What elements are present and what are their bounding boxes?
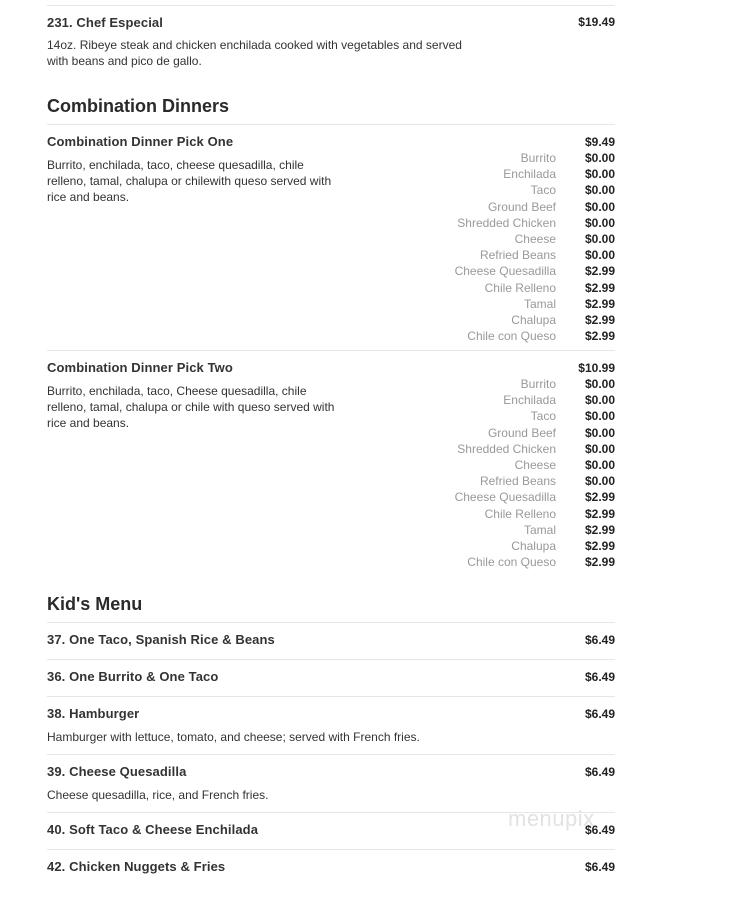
menu-item-kids-37[interactable] [47, 631, 615, 649]
option-name: Cheese [514, 458, 556, 473]
option-price: $2.99 [584, 312, 615, 327]
menu-item-chef-especial[interactable] [47, 14, 615, 69]
option-row[interactable] [315, 408, 615, 424]
divider [47, 124, 615, 125]
option-name: Ground Beef [487, 425, 556, 440]
option-row[interactable] [315, 506, 615, 522]
option-name: Chile con Queso [467, 329, 556, 344]
option-name: Taco [530, 409, 556, 424]
option-price: $0.00 [584, 425, 615, 440]
section-title-kids-menu: Kid's Menu [47, 594, 143, 614]
option-name: Burrito [520, 377, 556, 392]
option-price: $0.00 [584, 409, 615, 424]
menu-item-combination-pick-one[interactable] [47, 133, 615, 345]
option-row[interactable] [315, 280, 615, 296]
option-price: $2.99 [584, 490, 615, 505]
item-price: $6.49 [584, 765, 615, 779]
option-price: $0.00 [584, 458, 615, 473]
option-name: Refried Beans [479, 248, 556, 263]
option-price: $2.99 [584, 264, 615, 279]
option-name: Cheese Quesadilla [454, 490, 556, 505]
option-row[interactable] [315, 392, 615, 408]
option-name: Refried Beans [479, 474, 556, 489]
option-name: Taco [530, 183, 556, 198]
option-row[interactable] [315, 328, 615, 344]
option-name: Chalupa [511, 538, 556, 553]
option-name: Tamal [523, 522, 556, 537]
option-row[interactable] [315, 473, 615, 489]
item-price: $6.49 [584, 633, 615, 647]
option-price: $2.99 [584, 296, 615, 311]
menu-item-kids-36[interactable] [47, 668, 615, 686]
item-title: 38. Hamburger [47, 706, 140, 721]
menu-item-combination-pick-two[interactable] [47, 359, 615, 571]
option-name: Chile con Queso [467, 555, 556, 570]
option-price: $0.00 [584, 377, 615, 392]
option-name: Enchilada [503, 167, 556, 182]
menu-item-kids-42[interactable] [47, 858, 615, 876]
option-price: $2.99 [584, 329, 615, 344]
options-list [315, 150, 615, 344]
option-name: Shredded Chicken [457, 441, 556, 456]
item-description: Burrito, enchilada, taco, cheese quesadilla, chile relleno, tamal, chalupa or chilewith queso served with rice and beans. [47, 158, 332, 204]
section-title-combination-dinners: Combination Dinners [47, 96, 230, 116]
item-title: 39. Cheese Quesadilla [47, 764, 187, 779]
divider [47, 849, 615, 850]
watermark-logo: menupix [508, 806, 595, 831]
item-price: $6.49 [584, 670, 615, 684]
menu-item-kids-38[interactable] [47, 705, 615, 745]
option-row[interactable] [315, 199, 615, 215]
option-row[interactable] [315, 376, 615, 392]
option-price: $0.00 [584, 151, 615, 166]
option-price: $2.99 [584, 538, 615, 553]
option-row[interactable] [315, 441, 615, 457]
item-title: Combination Dinner Pick Two [47, 360, 233, 375]
item-description: Burrito, enchilada, taco, Cheese quesadilla, chile relleno, tamal, chalupa or chile with queso served with rice and beans. [47, 384, 335, 430]
option-row[interactable] [315, 296, 615, 312]
item-title: 37. One Taco, Spanish Rice & Beans [47, 632, 275, 647]
item-title: 36. One Burrito & One Taco [47, 669, 219, 684]
item-description: Hamburger with lettuce, tomato, and cheese; served with French fries. [47, 730, 420, 744]
divider [47, 659, 615, 660]
option-price: $0.00 [584, 215, 615, 230]
option-price: $0.00 [584, 232, 615, 247]
item-title: 40. Soft Taco & Cheese Enchilada [47, 822, 259, 837]
item-price: $6.49 [584, 823, 615, 837]
option-price: $0.00 [584, 441, 615, 456]
item-description: Cheese quesadilla, rice, and French fries. [47, 788, 269, 802]
option-price: $0.00 [584, 167, 615, 182]
option-name: Chile Relleno [484, 506, 556, 521]
option-name: Chile Relleno [484, 280, 556, 295]
option-row[interactable] [315, 182, 615, 198]
option-row[interactable] [315, 538, 615, 554]
option-name: Cheese [514, 232, 556, 247]
option-price: $0.00 [584, 248, 615, 263]
divider [47, 5, 615, 6]
option-name: Enchilada [503, 393, 556, 408]
divider [47, 622, 615, 623]
option-name: Tamal [523, 296, 556, 311]
option-price: $2.99 [584, 280, 615, 295]
item-price: $9.49 [584, 135, 615, 149]
option-name: Shredded Chicken [457, 215, 556, 230]
option-name: Burrito [520, 151, 556, 166]
divider [47, 350, 615, 351]
option-row[interactable] [315, 247, 615, 263]
option-price: $2.99 [584, 555, 615, 570]
option-price: $0.00 [584, 199, 615, 214]
option-row[interactable] [315, 312, 615, 328]
option-name: Cheese Quesadilla [454, 264, 556, 279]
option-price: $0.00 [584, 393, 615, 408]
option-row[interactable] [315, 150, 615, 166]
option-name: Ground Beef [487, 199, 556, 214]
option-row[interactable] [315, 215, 615, 231]
divider [47, 696, 615, 697]
item-description: 14oz. Ribeye steak and chicken enchilada cooked with vegetables and served with beans and pico de gallo. [47, 38, 462, 68]
option-row[interactable] [315, 263, 615, 279]
option-price: $0.00 [584, 474, 615, 489]
option-row[interactable] [315, 522, 615, 538]
options-list [315, 376, 615, 570]
option-name: Chalupa [511, 312, 556, 327]
item-price: $6.49 [584, 860, 615, 874]
divider [47, 754, 615, 755]
item-price: $10.99 [578, 361, 615, 375]
option-row[interactable] [315, 231, 615, 247]
option-row[interactable] [315, 425, 615, 441]
option-row[interactable] [315, 489, 615, 505]
option-price: $0.00 [584, 183, 615, 198]
item-title: Combination Dinner Pick One [47, 134, 234, 149]
item-title: 231. Chef Especial [47, 15, 163, 30]
item-price: $19.49 [578, 15, 615, 29]
menu-item-kids-39[interactable] [47, 763, 615, 803]
item-price: $6.49 [584, 707, 615, 721]
option-price: $2.99 [584, 506, 615, 521]
option-row[interactable] [315, 457, 615, 473]
item-title: 42. Chicken Nuggets & Fries [47, 859, 226, 874]
option-row[interactable] [315, 554, 615, 570]
option-price: $2.99 [584, 522, 615, 537]
option-row[interactable] [315, 166, 615, 182]
